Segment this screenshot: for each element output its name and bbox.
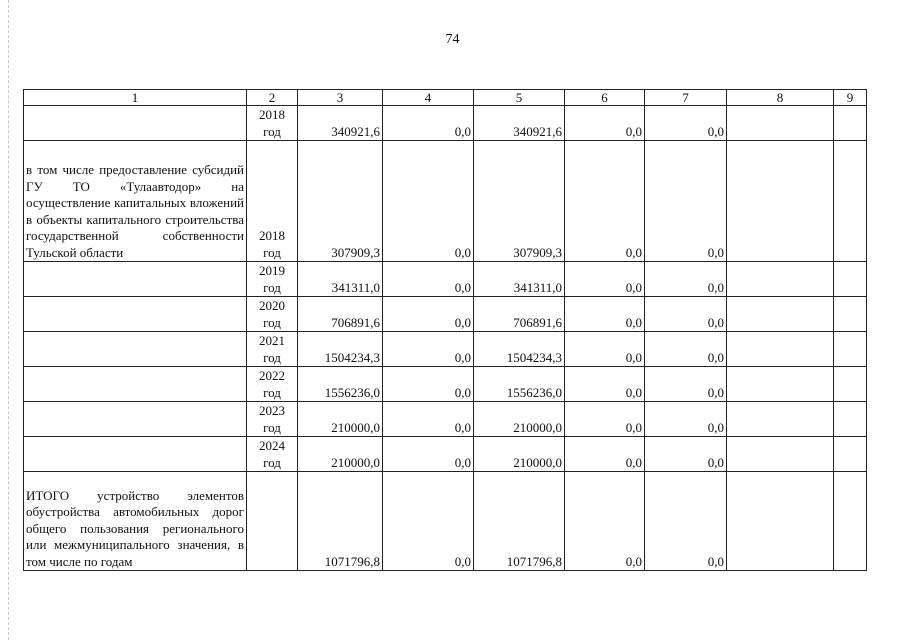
- cell-col6: 0,0: [565, 472, 645, 571]
- row-year: [247, 437, 298, 472]
- cell-col7: 0,0: [645, 402, 727, 437]
- cell-col3: 706891,6: [298, 297, 383, 332]
- cell-col9: [834, 402, 867, 437]
- cell-col4: 0,0: [383, 262, 474, 297]
- cell-col7: 0,0: [645, 332, 727, 367]
- cell-col5: 341311,0: [474, 262, 565, 297]
- table-row: [24, 297, 867, 332]
- table-row: [24, 367, 867, 402]
- cell-col7: 0,0: [645, 472, 727, 571]
- column-header: 9: [834, 90, 867, 106]
- year-number: 2024: [259, 438, 285, 453]
- row-year: [247, 402, 298, 437]
- column-header: 4: [383, 90, 474, 106]
- cell-col5: 210000,0: [474, 402, 565, 437]
- cell-col4: 0,0: [383, 402, 474, 437]
- cell-col6: 0,0: [565, 141, 645, 262]
- cell-col9: [834, 141, 867, 262]
- column-header: 7: [645, 90, 727, 106]
- year-number: 2019: [259, 263, 285, 278]
- cell-col6: 0,0: [565, 262, 645, 297]
- table-row: [24, 402, 867, 437]
- cell-col7: 0,0: [645, 297, 727, 332]
- cell-col6: 0,0: [565, 367, 645, 402]
- year-number: 2022: [259, 368, 285, 383]
- cell-col8: [727, 437, 834, 472]
- year-word: год: [263, 315, 281, 330]
- page-number: 74: [445, 32, 460, 47]
- row-description: в том числе предоставление субсидий ГУ ТО «Тулаавтодор» на осуществление капитальных вложений в объекты капитального строительства государственной собственности Тульской области: [24, 141, 247, 262]
- cell-col7: 0,0: [645, 367, 727, 402]
- row-year: [247, 141, 298, 262]
- cell-col6: 0,0: [565, 297, 645, 332]
- column-header: 1: [24, 90, 247, 106]
- table-row: [24, 437, 867, 472]
- year-word: год: [263, 455, 281, 470]
- row-year: [247, 367, 298, 402]
- year-number: 2018: [259, 107, 285, 122]
- page-edge-line: [8, 0, 9, 640]
- cell-col3: 1504234,3: [298, 332, 383, 367]
- cell-col6: 0,0: [565, 437, 645, 472]
- cell-col3: 210000,0: [298, 437, 383, 472]
- cell-col4: 0,0: [383, 141, 474, 262]
- cell-col6: 0,0: [565, 332, 645, 367]
- cell-col3: 1071796,8: [298, 472, 383, 571]
- row-description: [24, 402, 247, 437]
- year-word: год: [263, 385, 281, 400]
- cell-col9: [834, 332, 867, 367]
- cell-col8: [727, 402, 834, 437]
- year-word: год: [263, 124, 281, 139]
- column-header: 8: [727, 90, 834, 106]
- row-description: [24, 367, 247, 402]
- cell-col9: [834, 297, 867, 332]
- cell-col9: [834, 437, 867, 472]
- row-year: [247, 262, 298, 297]
- cell-col3: 1556236,0: [298, 367, 383, 402]
- cell-col5: 307909,3: [474, 141, 565, 262]
- cell-col4: 0,0: [383, 437, 474, 472]
- row-year: [247, 472, 298, 571]
- cell-col5: 706891,6: [474, 297, 565, 332]
- table-row-total: [24, 472, 867, 571]
- cell-col5: 1071796,8: [474, 472, 565, 571]
- cell-col9: [834, 367, 867, 402]
- cell-col7: 0,0: [645, 141, 727, 262]
- year-word: год: [263, 350, 281, 365]
- column-header: 6: [565, 90, 645, 106]
- cell-col8: [727, 297, 834, 332]
- year-word: год: [263, 420, 281, 435]
- cell-col3: 210000,0: [298, 402, 383, 437]
- cell-col7: 0,0: [645, 437, 727, 472]
- row-description: [24, 297, 247, 332]
- year-number: 2023: [259, 403, 285, 418]
- cell-col4: 0,0: [383, 472, 474, 571]
- row-description: [24, 437, 247, 472]
- row-year: [247, 297, 298, 332]
- cell-col4: 0,0: [383, 297, 474, 332]
- year-word: год: [263, 245, 281, 260]
- table-row: [24, 106, 867, 141]
- column-number-row: [24, 90, 867, 106]
- cell-col8: [727, 141, 834, 262]
- table-row: [24, 262, 867, 297]
- row-description: ИТОГО устройство элементов обустройства автомобильных дорог общего пользования регионального или межмуниципального значения, в том числе по годам: [24, 472, 247, 571]
- cell-col9: [834, 262, 867, 297]
- row-description: [24, 262, 247, 297]
- row-description: [24, 106, 247, 141]
- cell-col4: 0,0: [383, 106, 474, 141]
- column-header: 2: [247, 90, 298, 106]
- cell-col4: 0,0: [383, 367, 474, 402]
- cell-col9: [834, 472, 867, 571]
- cell-col6: 0,0: [565, 106, 645, 141]
- cell-col8: [727, 106, 834, 141]
- year-word: год: [263, 280, 281, 295]
- row-description: [24, 332, 247, 367]
- cell-col3: 341311,0: [298, 262, 383, 297]
- cell-col7: 0,0: [645, 106, 727, 141]
- cell-col5: 210000,0: [474, 437, 565, 472]
- cell-col8: [727, 332, 834, 367]
- year-number: 2018: [259, 228, 285, 243]
- cell-col3: 307909,3: [298, 141, 383, 262]
- cell-col9: [834, 106, 867, 141]
- cell-col8: [727, 367, 834, 402]
- cell-col6: 0,0: [565, 402, 645, 437]
- cell-col8: [727, 262, 834, 297]
- column-header: 3: [298, 90, 383, 106]
- row-year: [247, 106, 298, 141]
- year-number: 2021: [259, 333, 285, 348]
- cell-col5: 1556236,0: [474, 367, 565, 402]
- table-row: [24, 332, 867, 367]
- cell-col3: 340921,6: [298, 106, 383, 141]
- row-year: [247, 332, 298, 367]
- budget-table: [23, 89, 867, 571]
- year-number: 2020: [259, 298, 285, 313]
- cell-col5: 1504234,3: [474, 332, 565, 367]
- cell-col7: 0,0: [645, 262, 727, 297]
- cell-col4: 0,0: [383, 332, 474, 367]
- cell-col5: 340921,6: [474, 106, 565, 141]
- column-header: 5: [474, 90, 565, 106]
- cell-col8: [727, 472, 834, 571]
- table-row: [24, 141, 867, 262]
